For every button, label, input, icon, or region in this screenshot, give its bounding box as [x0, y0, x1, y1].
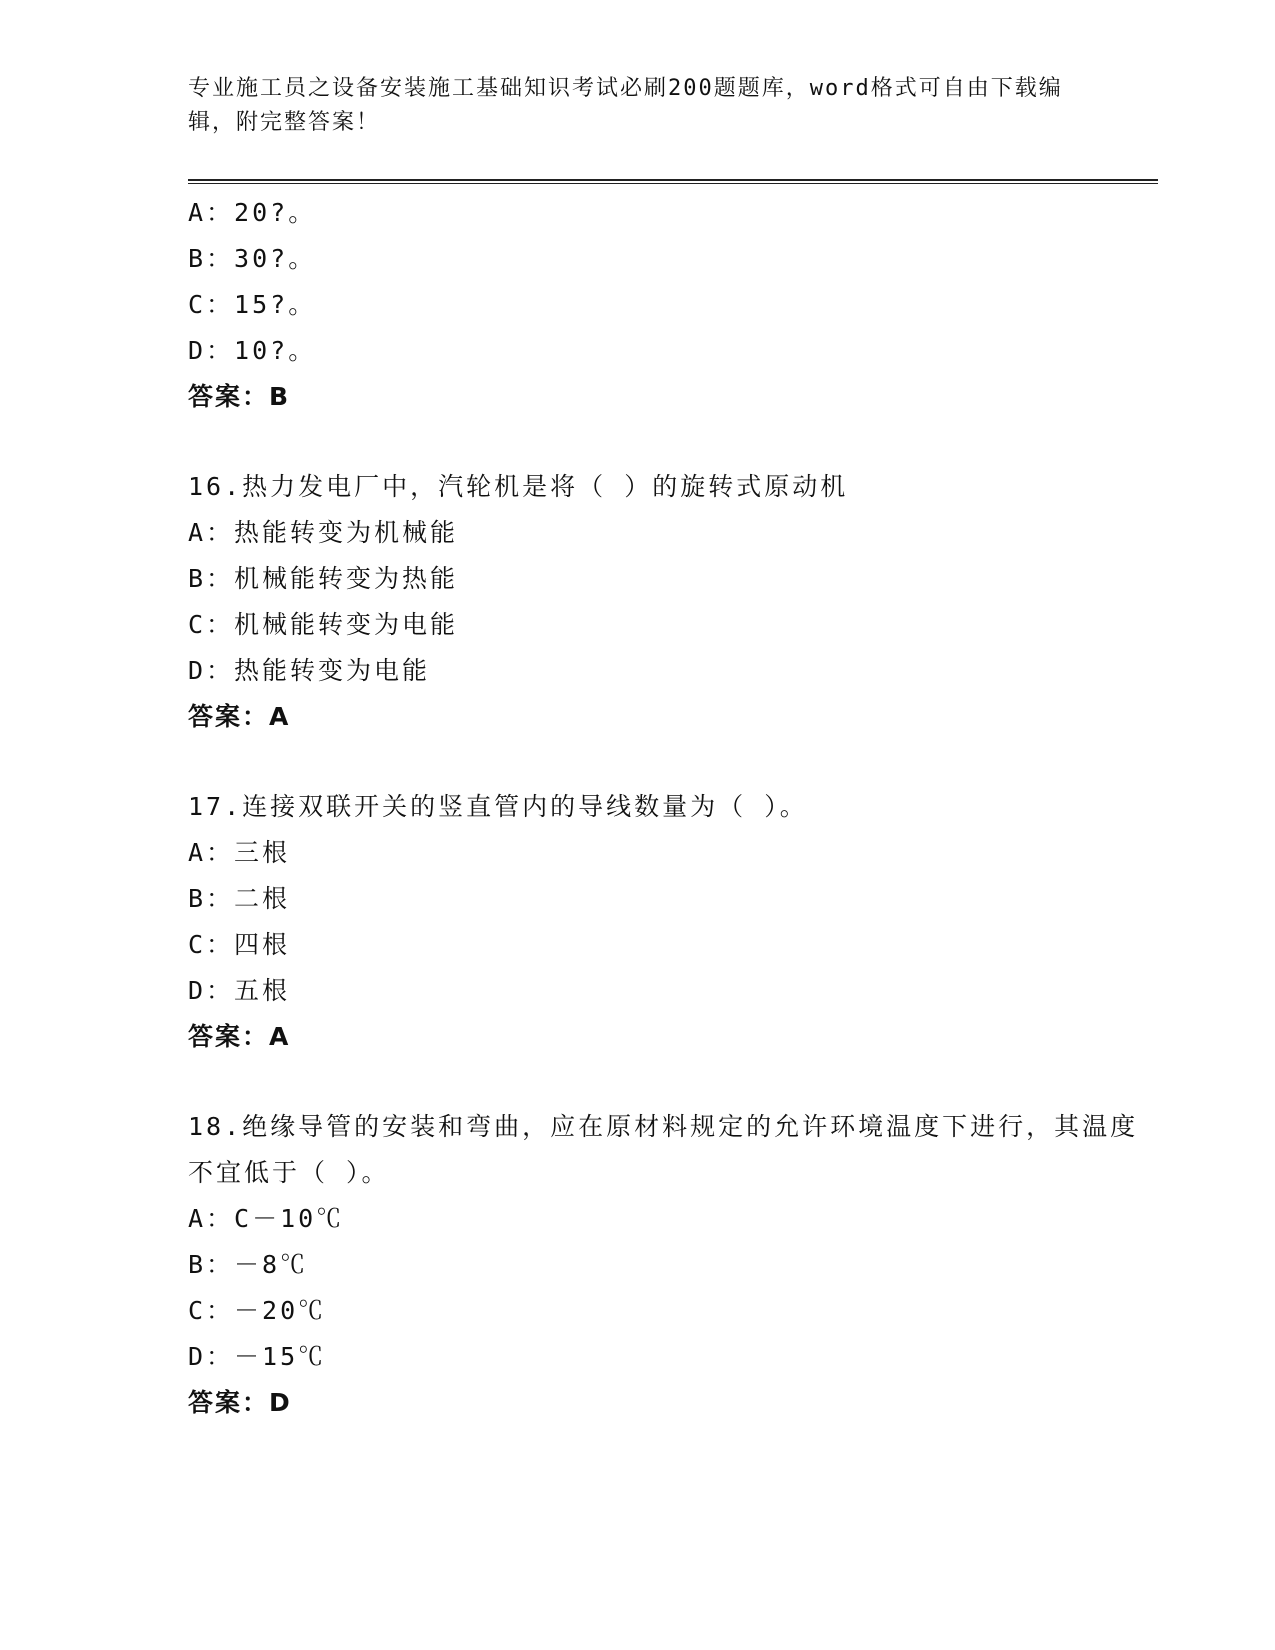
- option-c: C：机械能转变为电能: [188, 610, 459, 639]
- answer: 答案：A: [188, 1022, 291, 1051]
- option-c: C：－20℃: [188, 1296, 327, 1325]
- document-title: 专业施工员之设备安装施工基础知识考试必刷200题题库，word格式可自由下载编辑，附完整答案！: [188, 76, 1063, 135]
- option-d: D：热能转变为电能: [188, 656, 431, 685]
- answer: 答案：D: [188, 1388, 292, 1417]
- question-18: [188, 1104, 1158, 1426]
- question-17: [188, 784, 1158, 1060]
- answer: 答案：A: [188, 702, 291, 731]
- question-text: 18.绝缘导管的安装和弯曲，应在原材料规定的允许环境温度下进行，其温度不宜低于（ ）。: [188, 1112, 1139, 1187]
- option-d: D：五根: [188, 976, 291, 1005]
- option-a: A：20?。: [188, 198, 317, 227]
- question-15: [188, 190, 1158, 420]
- header-divider: [188, 179, 1158, 181]
- question-list: [188, 190, 1158, 1426]
- option-a: A：热能转变为机械能: [188, 518, 459, 547]
- option-b: B：－8℃: [188, 1250, 309, 1279]
- option-a: A：三根: [188, 838, 291, 867]
- option-d: D：10?。: [188, 336, 317, 365]
- header-divider-thin: [188, 183, 1158, 184]
- question-text: 16.热力发电厂中，汽轮机是将（ ）的旋转式原动机: [188, 472, 849, 501]
- option-b: B：机械能转变为热能: [188, 564, 459, 593]
- option-b: B：30?。: [188, 244, 317, 273]
- page-header: [188, 72, 1088, 140]
- answer: 答案：B: [188, 382, 291, 411]
- option-b: B：二根: [188, 884, 291, 913]
- question-16: [188, 464, 1158, 740]
- option-c: C：15?。: [188, 290, 317, 319]
- question-text: 17.连接双联开关的竖直管内的导线数量为（ ）。: [188, 792, 808, 821]
- option-a: A：C－10℃: [188, 1204, 345, 1233]
- option-d: D：－15℃: [188, 1342, 327, 1371]
- option-c: C：四根: [188, 930, 291, 959]
